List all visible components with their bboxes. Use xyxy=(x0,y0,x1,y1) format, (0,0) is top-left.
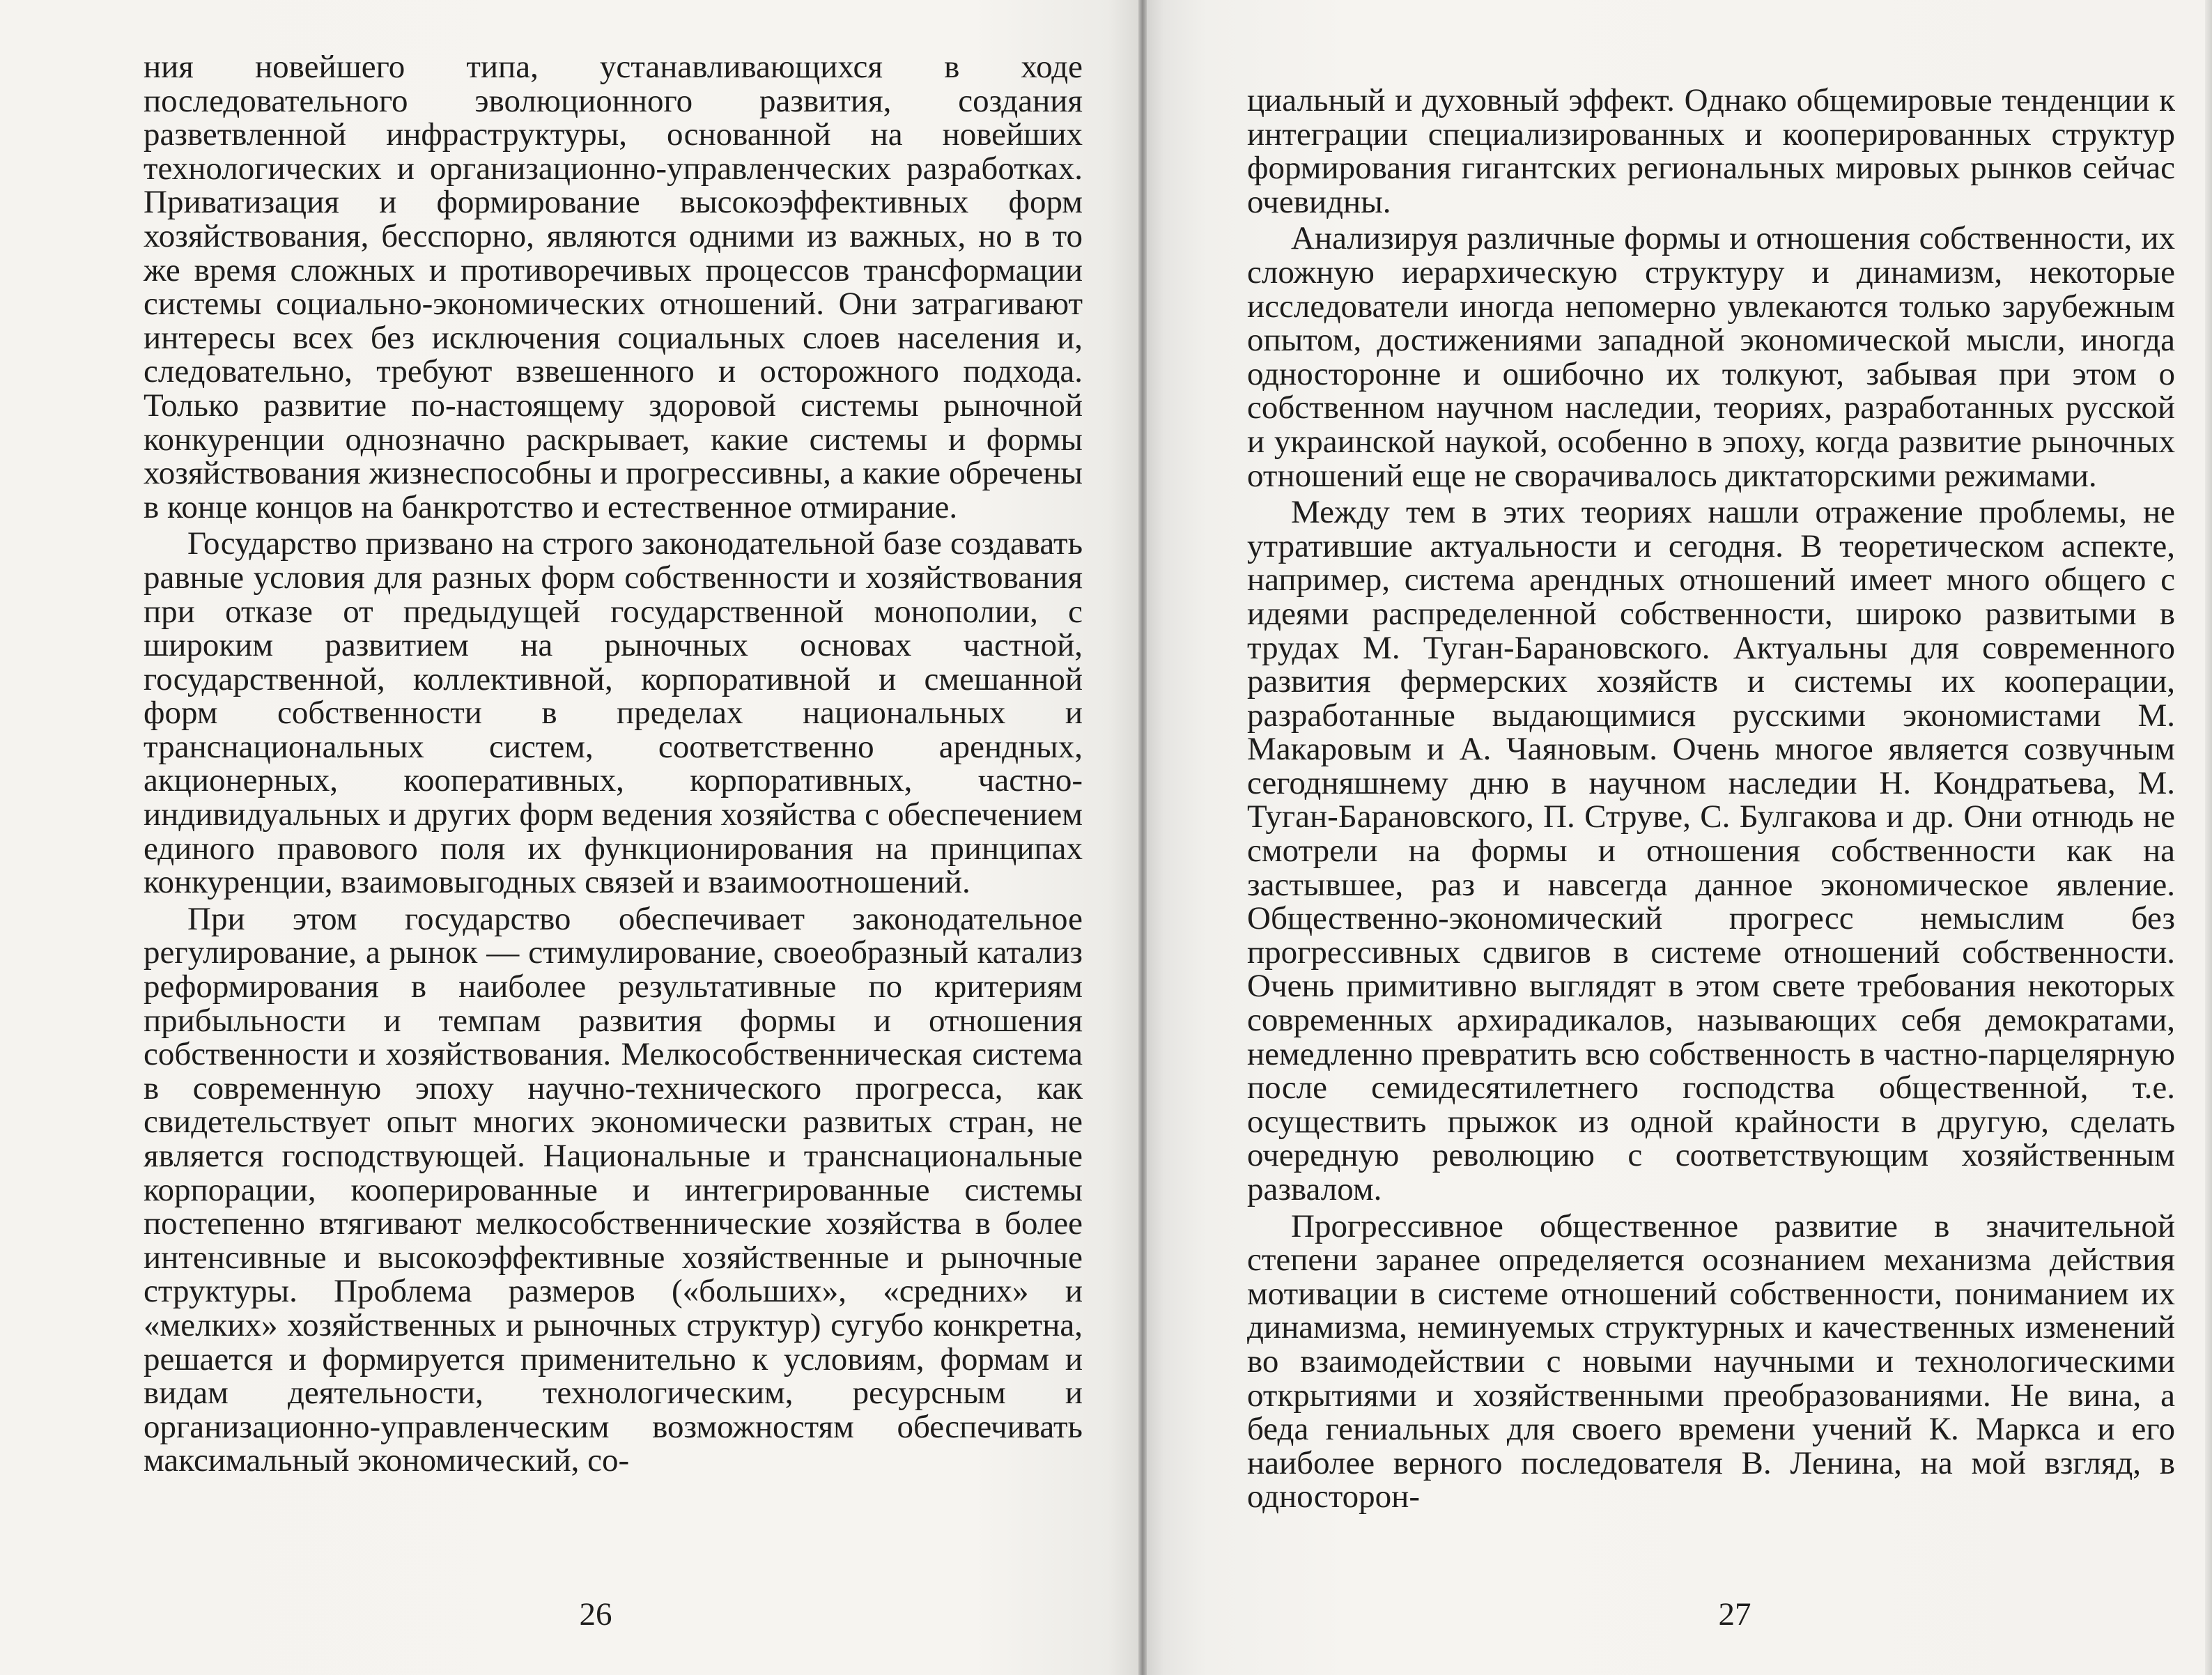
book-gutter xyxy=(1138,0,1147,1675)
right-page-text xyxy=(1247,84,2175,1514)
page-number-left: 26 xyxy=(579,1596,612,1632)
paragraph: Прогрессивное общественное развитие в значительной степени заранее определяется осознанием механизма действия мотивации в системе отношений собственности, пониманием их динамизма, неминуемых структурных и качественных изменений во взаимодействии с новыми научными и технологическими открытиями и хозяйственными преобразованиями. Не вина, а беда гениальных для своего времени учений К. Маркса и его наиболее верного последователя В. Ленина, на мой взгляд, в односторон- xyxy=(1247,1207,2175,1515)
paragraph: При этом государство обеспечивает законодательное регулирование, а рынок — стимулирование, своеобразный катализ реформирования в наиболее результативные по критериям прибыльности и темпам развития формы и отношения собственности и хозяйствования. Мелкособственническая система в современную эпоху научно-технического прогресса, как свидетельствует опыт многих экономически развитых стран, не является господствующей. Национальные и транснациональные корпорации, кооперированные и интегрированные системы постепенно втягивают мелкособственнические хозяйства в более интенсивные и высокоэффективные хозяйственные и рыночные структуры. Проблема размеров («больших», «средних» и «мелких» хозяйственных и рыночных структур) сугубо конкретна, решается и формируется применительно к условиям, формам и видам деятельности, технологическим, ресурсным и организационно-управленческим возможностям обеспечивать максимальный экономический, со- xyxy=(144,900,1083,1479)
paragraph: Между тем в этих теориях нашли отражение проблемы, не утратившие актуальности и сегодня. В теоретическом аспекте, например, система арендных отношений имеет много общего с идеями распределенной собственности, широко развитыми в трудах М. Туган-Барановского. Актуальны для современного развития фермерских хозяйств и системы их кооперации, разработанные выдающимися русскими экономистами М. Макаровым и А. Чаяновым. Очень многое является созвучным сегодняшнему дню в научном наследии Н. Кондратьева, М. Туган-Барановского, П. Струве, С. Булгакова и др. Они отнюдь не смотрели на формы и отношения собственности как на застывшее, раз и навсегда данное экономическое явление. Общественно-экономический прогресс немыслим без прогрессивных сдвигов в системе отношений собственности. Очень примитивно выглядят в этом свете требования некоторых современных архирадикалов, называющих себя демократами, немедленно превратить всю собственность в частно-парцелярную после семидесятилетнего господства общественной, т.е. осуществить прыжок из одной крайности в другую, сделать очередную революцию с соответствующим хозяйственным развалом. xyxy=(1247,494,2175,1207)
left-page-text xyxy=(144,50,1083,1478)
page-edge xyxy=(2205,0,2212,1675)
paragraph: Государство призвано на строго законодательной базе создавать равные условия для разных форм собственности и хозяйствования при отказе от предыдущей государственной монополии, с широким развитием на рыночных основах частной, государственной, коллективной, корпоративной и смешанной форм собственности в пределах национальных и транснациональных систем, соответственно арендных, акционерных, кооперативных, корпоративных, частно-индивидуальных и других форм ведения хозяйства с обеспечением единого правового поля их функционирования на принципах конкуренции, взаимовыгодных связей и взаимоотношений. xyxy=(144,525,1083,901)
paragraph: циальный и духовный эффект. Однако общемировые тенденции к интеграции специализированных и кооперированных структур формирования гигантских региональных мировых рынков сейчас очевидны. xyxy=(1247,82,2175,220)
page-number-right: 27 xyxy=(1718,1596,1751,1632)
paragraph: Анализируя различные формы и отношения собственности, их сложную иерархическую структуру и динамизм, некоторые исследователи иногда непомерно увлекаются только зарубежным опытом, достижениями западной экономической мысли, иногда односторонне и ошибочно их толкуют, забывая при этом о собственном научном наследии, теориях, разработанных русской и украинской наукой, особенно в эпоху, когда развитие рыночных отношений еще не сворачивалось диктаторскими режимами. xyxy=(1247,220,2175,494)
paragraph: ния новейшего типа, устанавливающихся в ходе последовательного эволюционного развития, создания разветвленной инфраструктуры, основанной на новейших технологических и организационно-управленческих разработках. Приватизация и формирование высокоэффективных форм хозяйствования, бесспорно, являются одними из важных, но в то же время сложных и противоречивых процессов трансформации системы социально-экономических отношений. Они затрагивают интересы всех без исключения социальных слоев населения и, следовательно, требуют взвешенного и осторожного подхода. Только развитие по-настоящему здоровой системы рыночной конкуренции однозначно раскрывает, какие системы и формы хозяйствования жизнеспособны и прогрессивны, а какие обречены в конце концов на банкротство и естественное отмирание. xyxy=(144,49,1083,525)
